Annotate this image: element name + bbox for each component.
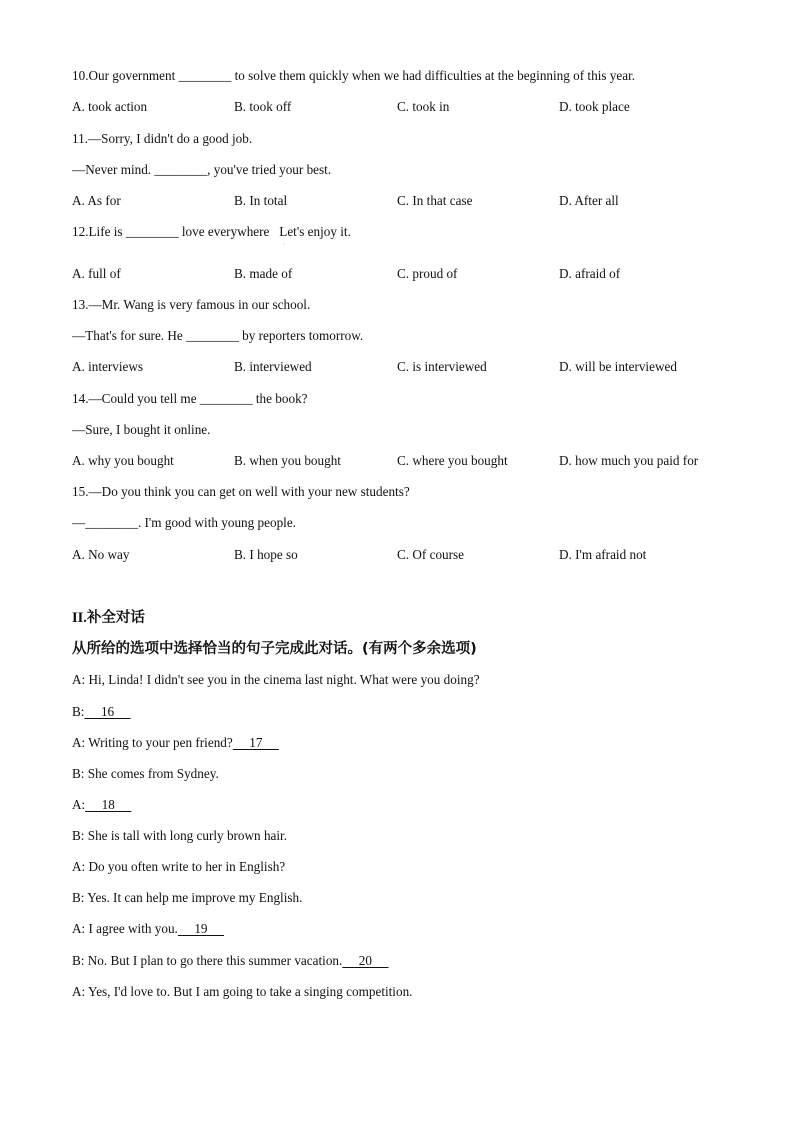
dialogue-text: A: I agree with you.	[72, 921, 178, 936]
question-13-stem-line1: 13.—Mr. Wang is very famous in our school.	[72, 297, 311, 312]
answer-blank-17[interactable]: 17	[232, 735, 279, 750]
question-10-option-a: A. took action	[72, 99, 148, 114]
question-11-option-d: D. After all	[559, 193, 619, 208]
dialogue-line	[72, 859, 285, 875]
answer-blank-20[interactable]: 20	[342, 953, 389, 968]
dialogue-line	[72, 735, 279, 751]
dialogue-text: A: Writing to your pen friend?	[72, 735, 233, 750]
question-14-stem-line2: —Sure, I bought it online.	[72, 422, 211, 437]
dialogue-line	[72, 797, 131, 813]
question-15-stem-line1: 15.—Do you think you can get on well with your new students?	[72, 484, 410, 499]
dialogue-text: A: Yes, I'd love to. But I am going to take a singing competition.	[72, 984, 413, 999]
question-12-option-a: A. full of	[72, 266, 121, 281]
dialogue-line	[72, 704, 131, 720]
question-13-option-b: B. interviewed	[234, 359, 312, 374]
question-12-option-c: C. proud of	[397, 266, 458, 281]
dialogue-line	[72, 672, 480, 688]
section-2-instruction: 从所给的选项中选择恰当的句子完成此对话。(有两个多余选项)	[72, 641, 477, 657]
answer-blank-16[interactable]: 16	[84, 704, 131, 719]
question-15-option-a: A. No way	[72, 547, 130, 562]
question-13-stem-line2: —That's for sure. He ________ by reporters tomorrow.	[72, 328, 364, 343]
question-11-option-b: B. In total	[234, 193, 288, 208]
dialogue-text: B:	[72, 704, 85, 719]
question-14-option-d: D. how much you paid for	[559, 453, 699, 468]
question-10-option-b: B. took off	[234, 99, 292, 114]
answer-blank-18[interactable]: 18	[85, 797, 132, 812]
dialogue-text: B: Yes. It can help me improve my English.	[72, 890, 303, 905]
question-10-option-d: D. took place	[559, 99, 630, 114]
question-11-stem-line1: 11.—Sorry, I didn't do a good job.	[72, 131, 253, 146]
dialogue-line	[72, 953, 388, 969]
question-13-option-a: A. interviews	[72, 359, 144, 374]
question-15-stem-line2: —________. I'm good with young people.	[72, 515, 296, 530]
question-14-option-b: B. when you bought	[234, 453, 341, 468]
dialogue-text: B: She is tall with long curly brown hair.	[72, 828, 288, 843]
dialogue-line	[72, 890, 302, 906]
stray-dot-mark: ·	[283, 242, 285, 248]
question-11-option-a: A. As for	[72, 193, 121, 208]
answer-blank-19[interactable]: 19	[177, 921, 224, 936]
question-15-option-d: D. I'm afraid not	[559, 547, 647, 562]
question-15-option-c: C. Of course	[397, 547, 465, 562]
question-11-option-c: C. In that case	[397, 193, 473, 208]
question-13-option-c: C. is interviewed	[397, 359, 487, 374]
dialogue-line	[72, 984, 412, 1000]
dialogue-line	[72, 828, 287, 844]
question-10-stem: 10.Our government ________ to solve them quickly when we had difficulties at the beginning of this year.	[72, 68, 636, 83]
question-15-option-b: B. I hope so	[234, 547, 298, 562]
question-12-option-d: D. afraid of	[559, 266, 621, 281]
question-14-option-a: A. why you bought	[72, 453, 174, 468]
question-14-stem-line1: 14.—Could you tell me ________ the book?	[72, 391, 308, 406]
dialogue-text: A: Hi, Linda! I didn't see you in the cinema last night. What were you doing?	[72, 672, 480, 687]
question-11-stem-line2: —Never mind. ________, you've tried your best.	[72, 162, 332, 177]
dialogue-text: A:	[72, 797, 86, 812]
question-12-stem: 12.Life is ________ love everywhere Let's enjoy it.	[72, 224, 351, 239]
question-14-option-c: C. where you bought	[397, 453, 508, 468]
section-2-title: II.补全对话	[72, 610, 145, 626]
question-12-option-b: B. made of	[234, 266, 293, 281]
dialogue-text: B: No. But I plan to go there this summer vacation.	[72, 953, 343, 968]
dialogue-line	[72, 766, 219, 782]
dialogue-text: A: Do you often write to her in English?	[72, 859, 286, 874]
dialogue-line	[72, 921, 224, 937]
question-13-option-d: D. will be interviewed	[559, 359, 677, 374]
dialogue-text: B: She comes from Sydney.	[72, 766, 219, 781]
question-10-option-c: C. took in	[397, 99, 450, 114]
